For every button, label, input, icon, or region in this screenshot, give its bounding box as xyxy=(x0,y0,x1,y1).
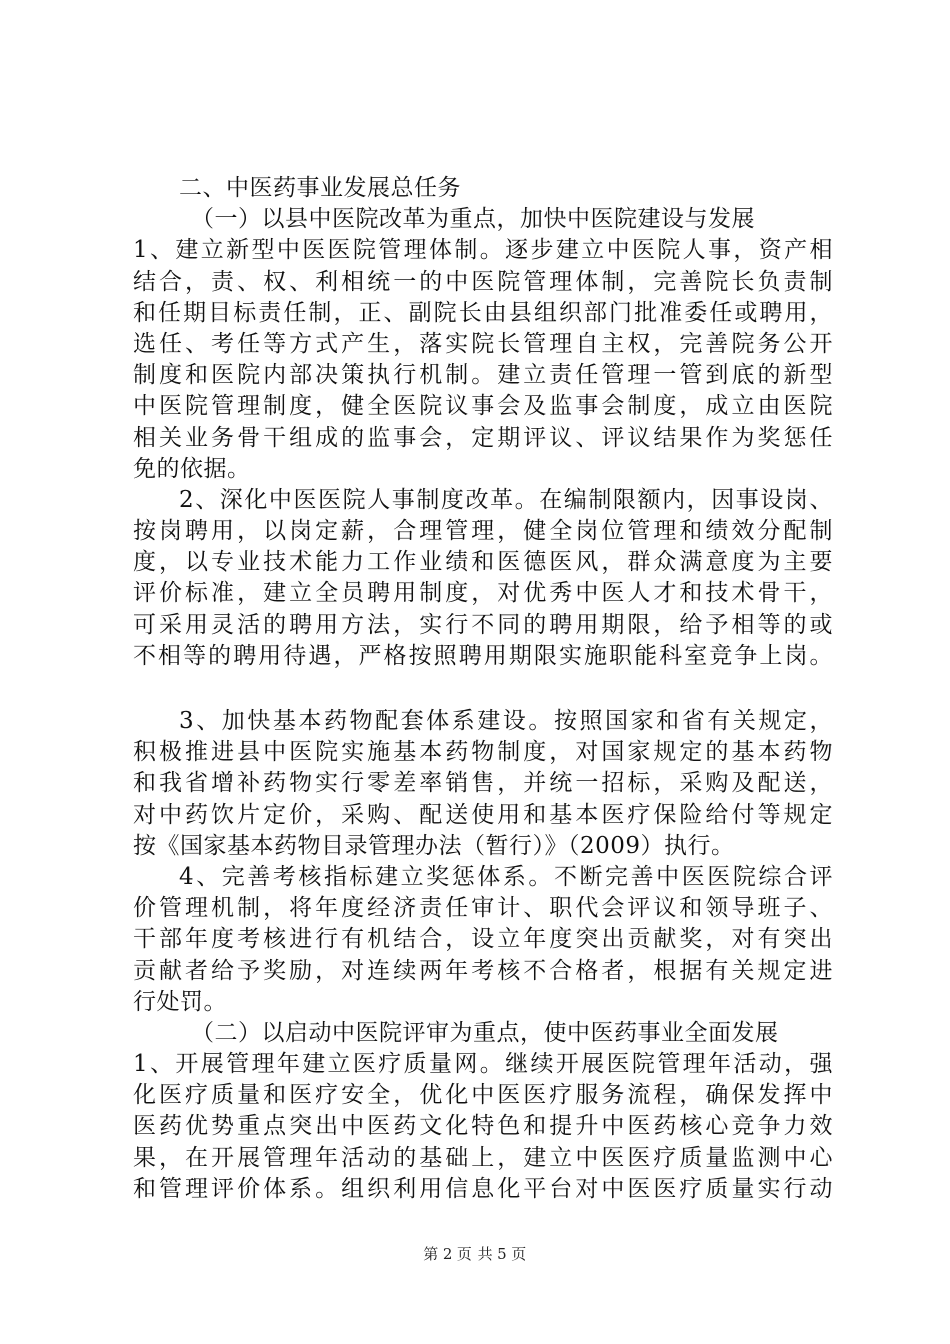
text-line: 对中药饮片定价，采购、配送使用和基本医疗保险给付等规定 xyxy=(133,801,833,828)
section-heading: 二、中医药事业发展总任务 xyxy=(179,175,461,201)
text-line: 医药优势重点突出中医药文化特色和提升中医药核心竞争力效 xyxy=(133,1113,833,1140)
text-line: 果，在开展管理年活动的基础上，建立中医医疗质量监测中心 xyxy=(133,1144,833,1171)
text-line: 制度和医院内部决策执行机制。建立责任管理一管到底的新型 xyxy=(133,362,833,389)
text-line: 3、加快基本药物配套体系建设。按照国家和省有关规定， xyxy=(179,708,833,734)
text-line: 干部年度考核进行有机结合，设立年度突出贡献奖，对有突出 xyxy=(133,926,833,953)
text-line: 按《国家基本药物目录管理办法（暂行）》（2009）执行。 xyxy=(133,832,735,859)
text-line: 可采用灵活的聘用方法，实行不同的聘用期限，给予相等的或 xyxy=(133,611,833,638)
text-line: 4、完善考核指标建立奖惩体系。不断完善中医医院综合评 xyxy=(179,863,833,890)
paragraph-gap xyxy=(133,672,833,706)
text-line: 1、建立新型中医医院管理体制。逐步建立中医院人事，资产相 xyxy=(133,237,833,264)
subsection-heading: （一）以县中医院改革为重点，加快中医院建设与发展 xyxy=(191,206,755,233)
text-line: 和任期目标责任制，正、副院长由县组织部门批准委任或聘用， xyxy=(133,299,833,326)
text-line: 结合，责、权、利相统一的中医院管理体制，完善院长负责制 xyxy=(133,268,833,295)
text-line: 不相等的聘用待遇，严格按照聘用期限实施职能科室竞争上岗。 xyxy=(133,642,833,669)
footer-suffix: 页 xyxy=(511,1245,527,1263)
text-line: 免的依据。 xyxy=(133,455,251,482)
footer-mid: 页 共 xyxy=(456,1245,494,1263)
page-footer xyxy=(0,1243,950,1264)
subsection-heading: （二）以启动中医院评审为重点，使中医药事业全面发展 xyxy=(191,1019,779,1046)
text-line: 积极推进县中医院实施基本药物制度，对国家规定的基本药物 xyxy=(133,739,833,766)
text-line: 贡献者给予奖励，对连续两年考核不合格者，根据有关规定进 xyxy=(133,957,833,984)
text-line: 相关业务骨干组成的监事会，定期评议、评议结果作为奖惩任 xyxy=(133,424,833,451)
text-line: 按岗聘用，以岗定薪，合理管理，健全岗位管理和绩效分配制 xyxy=(133,518,833,545)
text-line: 行处罚。 xyxy=(133,988,227,1015)
text-line: 和我省增补药物实行零差率销售，并统一招标，采购及配送， xyxy=(133,770,833,797)
page-total: 5 xyxy=(497,1245,508,1263)
text-line: 中医院管理制度，健全医院议事会及监事会制度，成立由医院 xyxy=(133,393,833,420)
document-body xyxy=(133,173,833,1205)
footer-prefix: 第 xyxy=(423,1245,439,1263)
text-line: 1、开展管理年建立医疗质量网。继续开展医院管理年活动，强 xyxy=(133,1051,833,1078)
page-number: 2 xyxy=(442,1245,453,1263)
text-line: 度，以专业技术能力工作业绩和医德医风，群众满意度为主要 xyxy=(133,549,833,576)
text-line: 价管理机制，将年度经济责任审计、职代会评议和领导班子、 xyxy=(133,895,833,922)
text-line: 化医疗质量和医疗安全，优化中医医疗服务流程，确保发挥中 xyxy=(133,1082,833,1109)
text-line: 选任、考任等方式产生，落实院长管理自主权，完善院务公开 xyxy=(133,330,833,357)
text-line: 评价标准，建立全员聘用制度，对优秀中医人才和技术骨干， xyxy=(133,580,833,607)
text-line: 2、深化中医医院人事制度改革。在编制限额内，因事设岗、 xyxy=(179,486,833,513)
text-line: 和管理评价体系。组织利用信息化平台对中医医疗质量实行动 xyxy=(133,1175,833,1202)
